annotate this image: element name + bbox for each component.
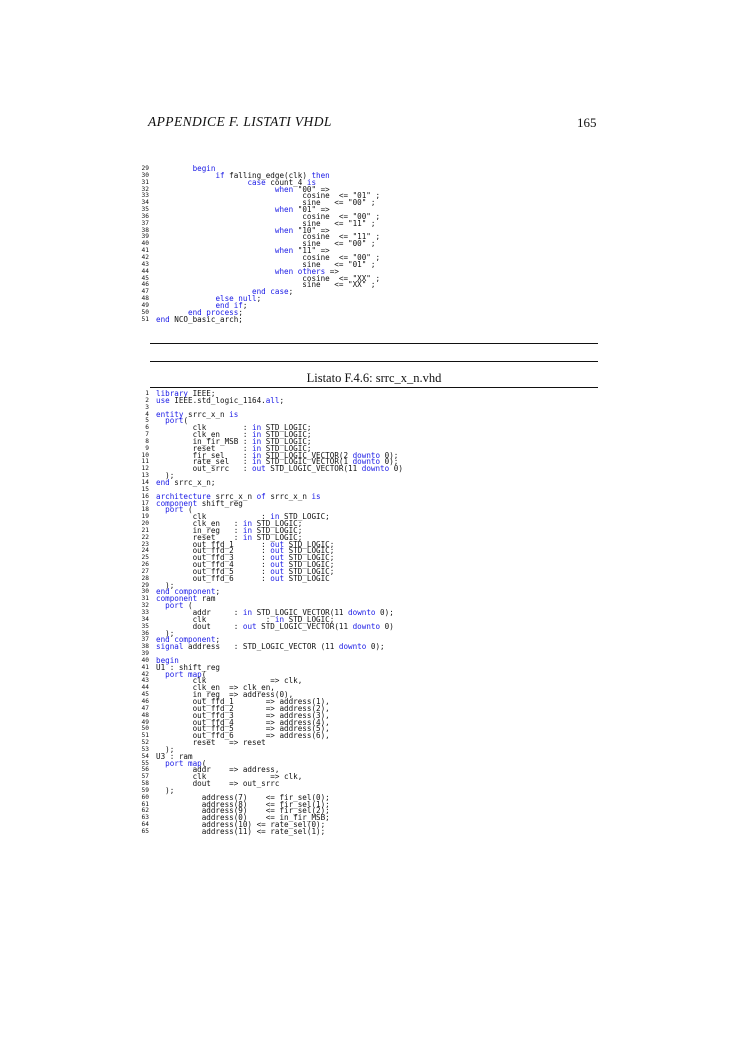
line-number: 10: [141, 451, 149, 459]
line-number: 61: [141, 800, 149, 808]
line-number: 41: [141, 663, 149, 671]
line-number: 41: [141, 247, 149, 255]
code-token: sine <= "XX" ;: [156, 280, 376, 290]
line-number: 53: [141, 745, 149, 753]
line-number: 59: [141, 786, 149, 794]
code-token: STD_LOGIC;: [252, 525, 303, 535]
line-number: 50: [141, 725, 149, 733]
line-number: 31: [141, 178, 149, 186]
code-keyword: when: [274, 205, 294, 215]
code-keyword: end if: [215, 300, 243, 310]
code-token: 0);: [375, 608, 394, 617]
line-number: 17: [141, 499, 149, 507]
code-keyword: end: [156, 477, 170, 487]
code-token: out_srrc :: [156, 464, 253, 474]
line-number: 7: [145, 431, 149, 439]
code-token: reset :: [156, 443, 253, 453]
chapter-header: APPENDICE F. LISTATI VHDL: [148, 114, 332, 129]
code-token: address : STD_LOGIC_VECTOR (11: [183, 642, 339, 652]
code-token: STD_LOGIC;: [284, 553, 335, 563]
code-token: STD_LOGIC: [284, 573, 330, 583]
line-number: 33: [141, 192, 149, 200]
code-token: STD_LOGIC;: [279, 512, 330, 522]
code-token: out_ffd_2 => address(2),: [156, 703, 330, 713]
code-token: clk_en :: [156, 519, 243, 529]
line-number: 21: [141, 526, 149, 534]
code-keyword: signal: [156, 642, 184, 652]
code-token: reset => reset: [156, 738, 266, 748]
code-token: address(11) <= rate_sel(1);: [156, 827, 326, 836]
code-token: 0);: [380, 457, 399, 467]
code-token: 0): [380, 621, 394, 631]
line-number: 32: [141, 602, 149, 610]
line-number: 46: [141, 697, 149, 705]
line-number: 48: [141, 295, 149, 303]
code-token: ;: [256, 294, 262, 304]
code-keyword: in: [252, 443, 262, 453]
code-token: "00" =>: [293, 184, 330, 194]
code-keyword: out: [270, 566, 285, 576]
code-keyword: in: [252, 436, 262, 446]
line-number: 49: [141, 718, 149, 726]
line-number: 52: [141, 739, 149, 747]
line-number: 45: [141, 691, 149, 699]
line-number: 39: [141, 650, 149, 658]
code-token: );: [156, 744, 175, 754]
code-token: clk_en => clk_en,: [156, 683, 275, 693]
line-number: 37: [141, 219, 149, 227]
code-keyword: port map: [165, 758, 202, 768]
code-token: ;: [215, 635, 221, 645]
code-token: out_ffd_6 => address(6),: [156, 731, 330, 741]
line-number: 33: [141, 609, 149, 616]
code-token: cosine <= "00" ;: [156, 211, 381, 221]
code-token: (: [201, 758, 207, 768]
code-keyword: end process: [188, 307, 239, 317]
line-number: 57: [141, 773, 149, 781]
code-token: out_ffd_4 :: [156, 560, 271, 570]
line-number: 47: [141, 704, 149, 712]
code-token: );: [156, 580, 175, 590]
code-token: U3 : ram: [156, 751, 193, 761]
code-token: dout :: [156, 621, 243, 631]
code-keyword: port map: [165, 669, 202, 679]
code-token: );: [156, 628, 175, 638]
code-token: ram: [197, 594, 216, 604]
line-number: 54: [141, 752, 149, 760]
code-token: reset :: [156, 532, 243, 542]
line-number: 11: [141, 458, 149, 466]
code-keyword: downto: [352, 621, 381, 631]
code-keyword: is: [311, 491, 321, 501]
code-token: ;: [288, 287, 294, 297]
code-keyword: in: [242, 608, 253, 617]
code-keyword: end component: [156, 587, 216, 597]
code-keyword: else null: [215, 294, 257, 304]
line-number: 37: [141, 636, 149, 644]
code-keyword: entity: [156, 409, 184, 419]
code-token: out_ffd_6 :: [156, 573, 271, 583]
line-number: 13: [141, 472, 149, 480]
code-text: [156, 314, 243, 324]
listing-end-rule: [150, 343, 598, 344]
code-token: 0);: [380, 450, 399, 460]
code-keyword: in: [242, 519, 253, 529]
code-keyword: is: [229, 409, 239, 419]
code-keyword: out: [270, 573, 285, 583]
line-number: 43: [141, 677, 149, 685]
line-number: 29: [141, 165, 149, 172]
code-token: STD_LOGIC;: [261, 430, 312, 440]
line-number: 60: [141, 793, 149, 801]
code-token: IEEE.std_logic_1164.: [169, 395, 266, 405]
line-number: 49: [141, 301, 149, 309]
code-token: IEEE;: [188, 389, 216, 398]
line-number: 47: [141, 288, 149, 296]
line-number: 20: [141, 520, 149, 528]
code-keyword: case: [247, 177, 266, 187]
code-keyword: when: [274, 246, 294, 256]
code-keyword: end: [156, 314, 170, 324]
code-token: out_ffd_3 :: [156, 553, 271, 563]
code-token: cosine <= "00" ;: [156, 252, 381, 262]
code-token: STD_LOGIC_VECTOR(1: [261, 457, 353, 467]
code-token: );: [156, 471, 175, 481]
code-keyword: port: [165, 505, 184, 515]
code-token: STD_LOGIC;: [284, 560, 335, 570]
code-keyword: component: [156, 594, 198, 604]
code-token: cosine <= "01" ;: [156, 191, 381, 201]
code-token: ;: [215, 587, 221, 597]
code-token: falling_edge(clk): [224, 170, 312, 180]
code-token: addr :: [156, 608, 243, 617]
code-token: clk :: [156, 423, 253, 433]
code-keyword: in: [252, 423, 262, 433]
line-number: 31: [141, 595, 149, 603]
listing-title: Listato F.4.6: srrc_x_n.vhd: [306, 371, 442, 385]
code-keyword: out: [242, 621, 257, 631]
code-token: srrc_x_n;: [169, 477, 216, 487]
code-keyword: when: [274, 184, 294, 194]
line-number: 38: [141, 226, 149, 234]
line-number: 65: [141, 828, 149, 835]
line-number: 45: [141, 274, 149, 282]
code-token: STD_LOGIC_VECTOR(2: [261, 450, 353, 460]
code-token: ;: [279, 395, 285, 405]
line-number: 24: [141, 547, 149, 555]
listing-title-rule: [150, 387, 598, 388]
line-number: 22: [141, 533, 149, 541]
line-number: 9: [145, 444, 149, 452]
code-token: (: [183, 601, 193, 611]
code-keyword: out: [270, 539, 285, 549]
code-token: srrc_x_n: [265, 491, 312, 501]
line-number: 3: [145, 403, 149, 411]
code-token: 0): [389, 464, 403, 474]
code-token: STD_LOGIC_VECTOR(11: [265, 464, 362, 474]
line-number: 8: [145, 437, 149, 445]
line-number: 48: [141, 711, 149, 719]
line-number: 16: [141, 492, 149, 500]
code-token: rate_sel :: [156, 457, 253, 467]
line-number: 32: [141, 185, 149, 193]
code-keyword: of: [256, 491, 266, 501]
line-number: 35: [141, 206, 149, 214]
code-token: srrc_x_n: [183, 409, 230, 419]
line-number: 30: [141, 588, 149, 596]
code-token: (: [183, 505, 193, 515]
code-keyword: downto: [352, 457, 381, 467]
line-number: 39: [141, 233, 149, 241]
line-number: 40: [141, 656, 149, 664]
code-token: out_ffd_1 => address(1),: [156, 696, 330, 706]
code-keyword: when: [274, 266, 294, 276]
line-number: 36: [141, 212, 149, 220]
code-keyword: downto: [348, 608, 376, 617]
line-number: 23: [141, 540, 149, 548]
code-token: "01" =>: [293, 205, 330, 215]
code-token: STD_LOGIC;: [284, 539, 335, 549]
line-number: 44: [141, 267, 149, 275]
line-number: 12: [141, 465, 149, 473]
code-token: cosine <= "XX" ;: [156, 273, 381, 283]
line-number: 27: [141, 567, 149, 575]
line-number: 30: [141, 171, 149, 179]
line-number: 38: [141, 643, 149, 651]
code-keyword: end component: [156, 635, 216, 645]
code-token: fir_sel :: [156, 450, 253, 460]
line-number: 34: [141, 615, 149, 623]
code-token: STD_LOGIC;: [284, 566, 335, 576]
code-keyword: in: [274, 614, 285, 624]
code-token: address(8) <= fir_sel(1);: [156, 799, 330, 809]
code-keyword: downto: [338, 642, 367, 652]
code-token: out_ffd_5 => address(5),: [156, 724, 330, 734]
code-token: address(9) <= fir_sel(2);: [156, 806, 330, 816]
code-text: [156, 477, 216, 487]
line-number: 34: [141, 199, 149, 207]
code-keyword: in: [252, 450, 262, 460]
code-token: dout => out_srrc: [156, 779, 280, 789]
code-keyword: out: [252, 464, 266, 474]
code-keyword: if: [215, 170, 225, 180]
line-number: 15: [141, 485, 149, 493]
code-token: address(0) <= in_fir_MSB;: [156, 813, 330, 823]
line-number: 4: [145, 410, 149, 418]
line-number: 14: [141, 478, 149, 486]
code-token: count_4: [265, 177, 307, 187]
code-keyword: port: [165, 416, 184, 426]
line-number: 18: [141, 506, 149, 514]
code-token: in_fir_MSB :: [156, 436, 253, 446]
code-token: out_ffd_2 :: [156, 546, 271, 556]
code-token: in_reg :: [156, 525, 243, 535]
code-keyword: in: [252, 457, 262, 467]
code-token: STD_LOGIC;: [252, 519, 303, 529]
line-number: 50: [141, 308, 149, 316]
code-token: ;: [238, 307, 243, 317]
line-number: 56: [141, 766, 149, 774]
code-token: STD_LOGIC_VECTOR(11: [256, 621, 353, 631]
line-number: 28: [141, 574, 149, 582]
line-number: 42: [141, 670, 149, 678]
code-token: sine <= "00" ;: [156, 239, 376, 249]
code-keyword: others: [297, 266, 326, 276]
code-text: [156, 829, 325, 836]
code-token: clk => clk,: [156, 772, 303, 782]
code-token: address(7) <= fir_sel(0);: [156, 792, 330, 802]
code-text: [156, 466, 403, 473]
listing-top-rule: [150, 361, 598, 362]
line-number: 35: [141, 622, 149, 630]
page-number: 165: [577, 115, 597, 130]
line-number: 19: [141, 513, 149, 521]
code-keyword: in: [252, 430, 262, 440]
code-keyword: out: [270, 553, 285, 563]
code-keyword: in: [270, 512, 280, 522]
line-number: 51: [141, 732, 149, 740]
code-token: in_reg => address(0),: [156, 690, 294, 700]
code-token: out_ffd_5 :: [156, 566, 271, 576]
code-token: ;: [242, 300, 248, 310]
code-text: [156, 621, 394, 631]
code-token: sine <= "11" ;: [156, 218, 376, 228]
line-number: 63: [141, 814, 149, 822]
code-token: out_ffd_1 :: [156, 539, 271, 549]
code-token: (: [201, 669, 207, 679]
code-keyword: architecture: [156, 491, 211, 501]
line-number: 26: [141, 561, 149, 569]
code-keyword: in: [242, 532, 253, 542]
line-number: 6: [145, 424, 149, 432]
code-keyword: when: [274, 225, 294, 235]
code-token: sine <= "00" ;: [156, 198, 376, 208]
code-token: "11" =>: [293, 246, 330, 256]
code-token: clk => clk,: [156, 676, 303, 686]
code-token: clk_en :: [156, 430, 253, 440]
line-number: 43: [141, 260, 149, 268]
line-number: 25: [141, 554, 149, 562]
line-number: 55: [141, 759, 149, 767]
code-token: "10" =>: [293, 225, 330, 235]
line-number: 29: [141, 581, 149, 589]
code-token: address(10) <= rate_sel(0);: [156, 820, 326, 830]
line-number: 36: [141, 629, 149, 637]
code-token: );: [156, 785, 175, 795]
code-token: STD_LOGIC;: [284, 546, 335, 556]
code-keyword: all: [265, 395, 280, 405]
code-token: out_ffd_3 => address(3),: [156, 710, 330, 720]
line-number: 40: [141, 240, 149, 248]
code-text: [156, 781, 279, 788]
code-token: addr => address,: [156, 765, 280, 775]
code-text: [156, 644, 385, 651]
code-text: [156, 395, 285, 405]
code-token: STD_LOGIC;: [261, 423, 312, 433]
line-number: 42: [141, 253, 149, 261]
code-token: srrc_x_n: [210, 491, 257, 501]
code-token: STD_LOGIC;: [261, 443, 312, 453]
line-number: 58: [141, 780, 149, 788]
line-number: 51: [141, 315, 149, 323]
code-text: [156, 573, 330, 583]
code-keyword: downto: [352, 450, 381, 460]
code-token: U1 : shift_reg: [156, 662, 221, 672]
code-token: STD_LOGIC;: [252, 532, 303, 542]
code-token: out_ffd_4 => address(4),: [156, 717, 330, 727]
code-token: NCO_basic_arch;: [169, 314, 243, 324]
code-keyword: out: [270, 560, 285, 570]
code-keyword: library: [156, 389, 189, 398]
code-token: shift_reg: [197, 498, 243, 508]
code-token: STD_LOGIC_VECTOR(11: [252, 608, 349, 617]
line-number: 62: [141, 807, 149, 815]
code-token: 0);: [366, 642, 385, 652]
code-keyword: begin: [156, 655, 179, 665]
code-keyword: component: [156, 498, 198, 508]
code-keyword: downto: [361, 464, 390, 474]
code-keyword: begin: [192, 164, 216, 173]
line-number: 46: [141, 281, 149, 289]
line-number: 1: [145, 390, 149, 397]
code-token: clk :: [156, 614, 275, 624]
code-token: STD_LOGIC;: [261, 436, 312, 446]
code-token: STD_LOGIC;: [284, 614, 335, 624]
code-keyword: is: [306, 177, 317, 187]
code-keyword: then: [311, 170, 330, 180]
line-number: 44: [141, 684, 149, 692]
line-number: 2: [145, 396, 149, 404]
line-number: 64: [141, 821, 149, 829]
line-number: 5: [145, 417, 149, 425]
code-keyword: in: [242, 525, 253, 535]
code-keyword: use: [156, 395, 170, 405]
code-keyword: out: [270, 546, 285, 556]
code-token: clk :: [156, 512, 271, 522]
code-token: =>: [325, 266, 339, 276]
code-keyword: end case: [252, 287, 289, 297]
code-keyword: port: [165, 601, 184, 611]
code-token: (: [183, 416, 189, 426]
code-token: cosine <= "11" ;: [156, 232, 381, 242]
code-token: sine <= "01" ;: [156, 259, 376, 269]
